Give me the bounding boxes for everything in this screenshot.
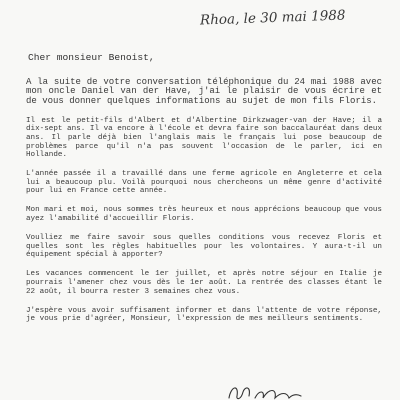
paragraph-7: J'espère vous avoir suffisament informer et dans l'attente de votre réponse, je vous prie d'agréer, Monsieur, l'expression de mes meilleurs sentiments. — [26, 306, 382, 324]
salutation: Cher monsieur Benoist, — [28, 52, 155, 63]
letter-body — [26, 78, 382, 334]
handwritten-place-date: Rhoa, le 30 mai 1988 — [199, 7, 346, 29]
paragraph-3: L'année passée il a travaillé dans une ferme agricole en Angleterre et cela lui a beaucoup plu. Voilà pourquoi nous chercheons un même genre d'activité pour lui en France cette année. — [26, 170, 382, 196]
paragraph-2: Il est le petit-fils d'Albert et d'Albertine Dirkzwager-van der Have; il a dix-sept ans. Il va encore à l'école et devra faire son baccalauréat dans deux ans. Il parle déjà bien l'anglais mais le français lui pose beaucoup de problèmes parce qu'il n'a pas souvent l'occasion de le parler, ici en Hollande. — [26, 116, 382, 160]
handwritten-signature — [225, 380, 305, 400]
paragraph-6: Les vacances commencent le 1er juillet, et après notre séjour en Italie je pourrais l'amener chez vous dès le 1er août. La rentrée des classes étant le 22 août, il bourra rester 3 semaines chez vous. — [26, 270, 382, 296]
paragraph-5: Voulliez me faire savoir sous quelles conditions vous recevez Floris et quelles sont les règles habituelles pour les volontaires. Y aura-t-il un équipement spécial à apporter? — [26, 234, 382, 260]
paragraph-1: A la suite de votre conversation téléphonique du 24 mai 1988 avec mon oncle Daniel van der Have, j'ai le plaisir de vous écrire et de vous donner quelques informations au sujet de mon fils Floris. — [26, 77, 382, 106]
paragraph-4: Mon mari et moi, nous sommes très heureux et nous apprécions beaucoup que vous ayez l'amabilité d'accueillir Floris. — [26, 206, 382, 224]
